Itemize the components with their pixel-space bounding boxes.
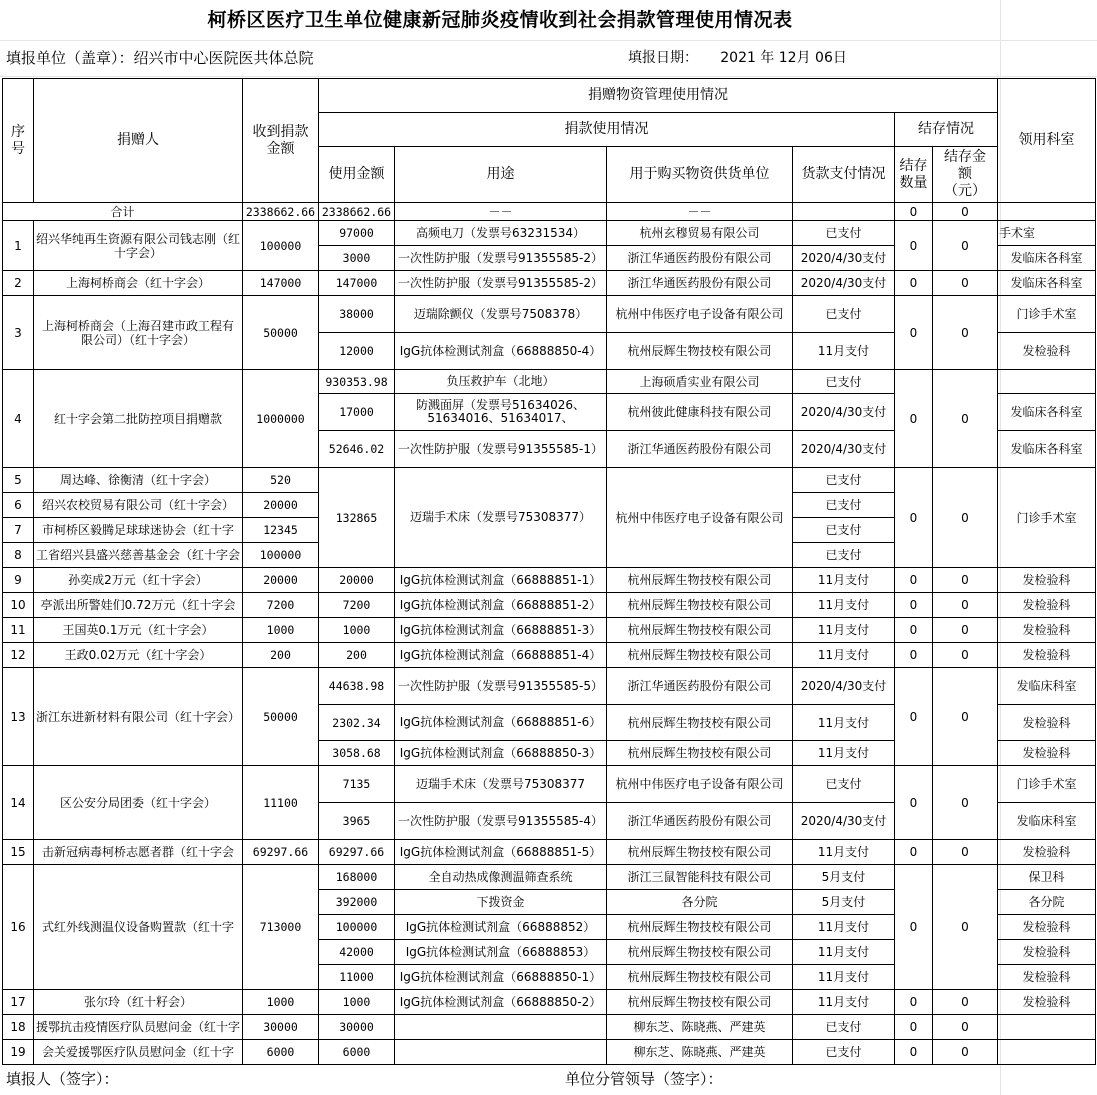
row-received: 1000000 bbox=[243, 370, 319, 468]
row-received: 520 bbox=[243, 468, 319, 493]
table-row bbox=[3, 568, 1096, 593]
row-payment: 已支付 bbox=[793, 221, 895, 246]
row-payment: 2020/4/30支付 bbox=[793, 431, 895, 468]
row-purpose: 高频电刀（发票号63231534） bbox=[395, 221, 607, 246]
row-purpose: IgG抗体检测试剂盒（66888851-3） bbox=[395, 618, 607, 643]
filler-signature: 填报人（签字）： bbox=[6, 1070, 119, 1088]
row-stock-amount: 0 bbox=[933, 370, 998, 468]
row-seq: 8 bbox=[3, 543, 34, 568]
row-payment: 已支付 bbox=[793, 1015, 895, 1040]
header-usage-group: 捐款使用情况 bbox=[319, 113, 895, 147]
row-used: 147000 bbox=[319, 271, 395, 296]
row-supplier: 杭州辰辉生物技校有限公司 bbox=[607, 840, 793, 865]
row-payment: 11月支付 bbox=[793, 568, 895, 593]
row-supplier: 杭州辰辉生物技校有限公司 bbox=[607, 965, 793, 990]
row-payment: 2020/4/30支付 bbox=[793, 668, 895, 705]
row-stock-amount: 0 bbox=[933, 221, 998, 271]
row-dept: 发检验科 bbox=[998, 643, 1096, 668]
row-supplier: 杭州辰辉生物技校有限公司 bbox=[607, 333, 793, 370]
row-supplier: 杭州辰辉生物技校有限公司 bbox=[607, 940, 793, 965]
row-stock-amount: 0 bbox=[933, 1040, 998, 1065]
total-label: 合计 bbox=[3, 203, 243, 221]
table-row bbox=[3, 1040, 1096, 1065]
row-seq: 7 bbox=[3, 518, 34, 543]
row-received: 20000 bbox=[243, 568, 319, 593]
row-supplier: 上海硕盾实业有限公司 bbox=[607, 370, 793, 394]
row-stock-amount: 0 bbox=[933, 271, 998, 296]
table-row bbox=[3, 271, 1096, 296]
row-donor: 亭派出所警娃们0.72万元（红十字会 bbox=[34, 593, 243, 618]
row-dept: 发临床各科室 bbox=[998, 246, 1096, 271]
row-payment: 11月支付 bbox=[793, 618, 895, 643]
header-stock-amount: 结存金额（元） bbox=[933, 147, 998, 203]
row-stock-qty: 0 bbox=[895, 1015, 933, 1040]
row-stock-amount: 0 bbox=[933, 668, 998, 766]
row-supplier: 浙江华通医药股份有限公司 bbox=[607, 271, 793, 296]
row-supplier: 各分院 bbox=[607, 890, 793, 915]
row-seq: 1 bbox=[3, 221, 34, 271]
row-dept: 发检验科 bbox=[998, 705, 1096, 741]
row-dept: 发检验科 bbox=[998, 568, 1096, 593]
table-row bbox=[3, 370, 1096, 394]
row-payment: 已支付 bbox=[793, 296, 895, 333]
row-used: 12000 bbox=[319, 333, 395, 370]
row-donor: 绍兴华纯再生资源有限公司钱志刚（红十字会） bbox=[34, 221, 243, 271]
row-dept bbox=[998, 1040, 1096, 1065]
row-seq: 12 bbox=[3, 643, 34, 668]
row-stock-qty: 0 bbox=[895, 766, 933, 840]
row-seq: 11 bbox=[3, 618, 34, 643]
header-stock-group: 结存情况 bbox=[895, 113, 998, 147]
row-donor: 红十字会第二批防控项目捐赠款 bbox=[34, 370, 243, 468]
row-payment: 11月支付 bbox=[793, 840, 895, 865]
table-row bbox=[3, 990, 1096, 1015]
row-stock-amount: 0 bbox=[933, 593, 998, 618]
row-payment: 11月支付 bbox=[793, 965, 895, 990]
row-supplier: 柳东芝、陈晓燕、严建英 bbox=[607, 1040, 793, 1065]
table-row bbox=[3, 221, 1096, 246]
filler-unit: 填报单位（盖章）：绍兴市中心医院医共体总院 bbox=[6, 49, 314, 67]
row-donor: 击新冠病毒柯桥志愿者群（红十字会 bbox=[34, 840, 243, 865]
row-donor: 式红外线测温仪设备购置款（红十字 bbox=[34, 865, 243, 990]
row-supplier: 杭州彼此健康科技有限公司 bbox=[607, 394, 793, 431]
row-stock-amount: 0 bbox=[933, 990, 998, 1015]
row-donor: 工省绍兴县盛兴慈善基金会（红十字会 bbox=[34, 543, 243, 568]
row-seq: 2 bbox=[3, 271, 34, 296]
row-purpose: IgG抗体检测试剂盒（66888851-6） bbox=[395, 705, 607, 741]
row-seq: 13 bbox=[3, 668, 34, 766]
row-received: 713000 bbox=[243, 865, 319, 990]
total-row bbox=[3, 203, 1096, 221]
row-purpose: IgG抗体检测试剂盒（66888851-4） bbox=[395, 643, 607, 668]
row-supplier: 杭州辰辉生物技校有限公司 bbox=[607, 568, 793, 593]
row-supplier: 杭州玄穆贸易有限公司 bbox=[607, 221, 793, 246]
row-stock-amount: 0 bbox=[933, 766, 998, 840]
row-used: 168000 bbox=[319, 865, 395, 890]
row-payment: 11月支付 bbox=[793, 643, 895, 668]
row-dept: 发临床各科室 bbox=[998, 431, 1096, 468]
row-seq: 5 bbox=[3, 468, 34, 493]
table-row bbox=[3, 643, 1096, 668]
header-donor: 捐赠人 bbox=[34, 79, 243, 203]
total-dept bbox=[998, 203, 1096, 221]
row-stock-amount: 0 bbox=[933, 1015, 998, 1040]
row-dept: 手术室 bbox=[998, 221, 1096, 246]
row-used: 2302.34 bbox=[319, 705, 395, 741]
row-used: 100000 bbox=[319, 915, 395, 940]
row-used: 1000 bbox=[319, 990, 395, 1015]
row-seq: 18 bbox=[3, 1015, 34, 1040]
row-used: 52646.02 bbox=[319, 431, 395, 468]
row-used: 44638.98 bbox=[319, 668, 395, 705]
row-used: 38000 bbox=[319, 296, 395, 333]
row-received: 200 bbox=[243, 643, 319, 668]
row-received: 50000 bbox=[243, 296, 319, 370]
row-donor: 孙奕成2万元（红十字会） bbox=[34, 568, 243, 593]
row-received: 147000 bbox=[243, 271, 319, 296]
row-seq: 4 bbox=[3, 370, 34, 468]
row-payment: 11月支付 bbox=[793, 705, 895, 741]
row-payment: 已支付 bbox=[793, 1040, 895, 1065]
row-received: 50000 bbox=[243, 668, 319, 766]
row-dept bbox=[998, 1015, 1096, 1040]
row-purpose: 一次性防护服（发票号91355585-1） bbox=[395, 431, 607, 468]
row-dept: 保卫科 bbox=[998, 865, 1096, 890]
row-purpose: 全自动热成像测温筛查系统 bbox=[395, 865, 607, 890]
row-stock-qty: 0 bbox=[895, 221, 933, 271]
row-stock-qty: 0 bbox=[895, 668, 933, 766]
table-row bbox=[3, 618, 1096, 643]
row-purpose: IgG抗体检测试剂盒（66888852） bbox=[395, 915, 607, 940]
row-purpose: IgG抗体检测试剂盒（66888851-5） bbox=[395, 840, 607, 865]
row-supplier: 杭州辰辉生物技校有限公司 bbox=[607, 643, 793, 668]
row-stock-qty: 0 bbox=[895, 296, 933, 370]
row-dept: 门诊手术室 bbox=[998, 468, 1096, 568]
row-used: 7200 bbox=[319, 593, 395, 618]
row-received: 69297.66 bbox=[243, 840, 319, 865]
total-qty: 0 bbox=[895, 203, 933, 221]
row-purpose: 一次性防护服（发票号91355585-2） bbox=[395, 246, 607, 271]
row-purpose: 迈瑞除颤仪（发票号7508378） bbox=[395, 296, 607, 333]
row-supplier: 杭州辰辉生物技校有限公司 bbox=[607, 593, 793, 618]
row-dept: 发检验科 bbox=[998, 618, 1096, 643]
row-supplier: 杭州辰辉生物技校有限公司 bbox=[607, 618, 793, 643]
row-payment: 已支付 bbox=[793, 543, 895, 568]
row-payment: 2020/4/30支付 bbox=[793, 271, 895, 296]
row-purpose bbox=[395, 1015, 607, 1040]
header-amount-used: 使用金额 bbox=[319, 147, 395, 203]
table-row bbox=[3, 668, 1096, 705]
row-stock-amount: 0 bbox=[933, 296, 998, 370]
row-purpose: IgG抗体检测试剂盒（66888850-2） bbox=[395, 990, 607, 1015]
header-seq: 序号 bbox=[3, 79, 34, 203]
table-row bbox=[3, 296, 1096, 333]
row-stock-qty: 0 bbox=[895, 618, 933, 643]
row-payment: 11月支付 bbox=[793, 915, 895, 940]
row-purpose: IgG抗体检测试剂盒（66888853） bbox=[395, 940, 607, 965]
row-donor: 绍兴农校贸易有限公司（红十字会） bbox=[34, 493, 243, 518]
row-stock-amount: 0 bbox=[933, 618, 998, 643]
row-stock-amount: 0 bbox=[933, 468, 998, 568]
row-payment: 5月支付 bbox=[793, 890, 895, 915]
row-donor: 会关爱援鄂医疗队员慰问金（红十字 bbox=[34, 1040, 243, 1065]
row-dept: 发临床各科室 bbox=[998, 271, 1096, 296]
row-received: 6000 bbox=[243, 1040, 319, 1065]
row-used: 97000 bbox=[319, 221, 395, 246]
row-dept: 发临床科室 bbox=[998, 668, 1096, 705]
row-seq: 10 bbox=[3, 593, 34, 618]
row-stock-qty: 0 bbox=[895, 643, 933, 668]
row-payment: 11月支付 bbox=[793, 940, 895, 965]
row-used: 3965 bbox=[319, 803, 395, 840]
row-stock-amount: 0 bbox=[933, 568, 998, 593]
row-donor: 市柯桥区毅腾足球球迷协会（红十字 bbox=[34, 518, 243, 543]
row-received: 11100 bbox=[243, 766, 319, 840]
donation-table bbox=[2, 78, 1096, 1065]
row-dept: 发临床各科室 bbox=[998, 394, 1096, 431]
row-seq: 3 bbox=[3, 296, 34, 370]
row-dept: 各分院 bbox=[998, 890, 1096, 915]
row-stock-amount: 0 bbox=[933, 840, 998, 865]
row-received: 100000 bbox=[243, 543, 319, 568]
row-purpose: IgG抗体检测试剂盒（66888851-2） bbox=[395, 593, 607, 618]
row-donor: 张尔玲（红十籽会） bbox=[34, 990, 243, 1015]
total-purpose: －－ bbox=[395, 203, 607, 221]
row-payment: 2020/4/30支付 bbox=[793, 803, 895, 840]
row-supplier: 浙江华通医药股份有限公司 bbox=[607, 246, 793, 271]
row-supplier: 浙江华通医药股份有限公司 bbox=[607, 431, 793, 468]
row-seq: 17 bbox=[3, 990, 34, 1015]
row-stock-qty: 0 bbox=[895, 1040, 933, 1065]
total-payment bbox=[793, 203, 895, 221]
row-donor: 浙江东进新材料有限公司（红十字会） bbox=[34, 668, 243, 766]
row-purpose bbox=[395, 1040, 607, 1065]
row-payment: 已支付 bbox=[793, 493, 895, 518]
row-payment: 11月支付 bbox=[793, 333, 895, 370]
fill-date: 填报日期： 2021 年 12月 06日 bbox=[628, 50, 847, 66]
table-row bbox=[3, 840, 1096, 865]
row-stock-amount: 0 bbox=[933, 643, 998, 668]
row-seq: 16 bbox=[3, 865, 34, 990]
row-supplier: 杭州中伟医疗电子设备有限公司 bbox=[607, 766, 793, 803]
row-seq: 14 bbox=[3, 766, 34, 840]
leader-signature: 单位分管领导（签字）： bbox=[565, 1070, 723, 1088]
total-supplier: －－ bbox=[607, 203, 793, 221]
row-purpose: 负压救护车（北地） bbox=[395, 370, 607, 394]
row-dept: 发临床科室 bbox=[998, 803, 1096, 840]
header-group: 捐赠物资管理使用情况 bbox=[319, 79, 998, 113]
sheet-gridline bbox=[0, 76, 1097, 77]
row-seq: 15 bbox=[3, 840, 34, 865]
row-purpose: IgG抗体检测试剂盒（66888850-1） bbox=[395, 965, 607, 990]
row-dept: 发检验科 bbox=[998, 333, 1096, 370]
row-used: 20000 bbox=[319, 568, 395, 593]
row-dept: 发检验科 bbox=[998, 965, 1096, 990]
header-dept: 领用科室 bbox=[998, 79, 1096, 203]
row-payment: 5月支付 bbox=[793, 865, 895, 890]
row-donor: 王国英0.1万元（红十字会） bbox=[34, 618, 243, 643]
row-purpose: 一次性防护服（发票号91355585-4） bbox=[395, 803, 607, 840]
row-used: 200 bbox=[319, 643, 395, 668]
row-stock-qty: 0 bbox=[895, 990, 933, 1015]
row-seq: 9 bbox=[3, 568, 34, 593]
sheet-gridline bbox=[0, 40, 1097, 41]
row-used: 1000 bbox=[319, 618, 395, 643]
header-supplier: 用于购买物资供货单位 bbox=[607, 147, 793, 203]
row-used: 17000 bbox=[319, 394, 395, 431]
row-purpose: IgG抗体检测试剂盒（66888850-4） bbox=[395, 333, 607, 370]
row-used: 3000 bbox=[319, 246, 395, 271]
row-supplier: 杭州辰辉生物技校有限公司 bbox=[607, 915, 793, 940]
row-dept bbox=[998, 370, 1096, 394]
row-supplier: 杭州中伟医疗电子设备有限公司 bbox=[607, 296, 793, 333]
row-purpose: 迈瑞手术床（发票号75308377 bbox=[395, 766, 607, 803]
row-donor: 区公安分局团委（红十字会） bbox=[34, 766, 243, 840]
row-purpose: IgG抗体检测试剂盒（66888851-1） bbox=[395, 568, 607, 593]
row-received: 1000 bbox=[243, 990, 319, 1015]
row-supplier: 杭州辰辉生物技校有限公司 bbox=[607, 990, 793, 1015]
row-dept: 发检验科 bbox=[998, 593, 1096, 618]
row-donor: 上海柯桥商会（上海召建市政工程有限公司）（红十字会） bbox=[34, 296, 243, 370]
row-supplier: 浙江华通医药股份有限公司 bbox=[607, 803, 793, 840]
row-used: 3058.68 bbox=[319, 741, 395, 766]
row-used: 11000 bbox=[319, 965, 395, 990]
total-amount: 0 bbox=[933, 203, 998, 221]
header-purpose: 用途 bbox=[395, 147, 607, 203]
header-payment: 货款支付情况 bbox=[793, 147, 895, 203]
table-row bbox=[3, 766, 1096, 803]
row-donor: 周达峰、徐衡清（红十字会） bbox=[34, 468, 243, 493]
row-seq: 6 bbox=[3, 493, 34, 518]
row-purpose: 一次性防护服（发票号91355585-5） bbox=[395, 668, 607, 705]
row-donor: 援鄂抗击疫情医疗队员慰问金（红十字 bbox=[34, 1015, 243, 1040]
row-supplier: 浙江华通医药股份有限公司 bbox=[607, 668, 793, 705]
row-donor: 上海柯桥商会（红十字会） bbox=[34, 271, 243, 296]
row-purpose: 一次性防护服（发票号91355585-2） bbox=[395, 271, 607, 296]
row-dept: 门诊手术室 bbox=[998, 296, 1096, 333]
row-payment: 已支付 bbox=[793, 766, 895, 803]
row-used: 132865 bbox=[319, 468, 395, 568]
table-row bbox=[3, 593, 1096, 618]
row-dept: 发检验科 bbox=[998, 915, 1096, 940]
table-row bbox=[3, 468, 1096, 493]
row-stock-amount: 0 bbox=[933, 865, 998, 990]
row-dept: 发检验科 bbox=[998, 840, 1096, 865]
row-dept: 发检验科 bbox=[998, 990, 1096, 1015]
row-used: 30000 bbox=[319, 1015, 395, 1040]
row-used: 7135 bbox=[319, 766, 395, 803]
header-received: 收到捐款金额 bbox=[243, 79, 319, 203]
row-supplier: 杭州辰辉生物技校有限公司 bbox=[607, 705, 793, 741]
table-row bbox=[3, 1015, 1096, 1040]
header-stock-qty: 结存数量 bbox=[895, 147, 933, 203]
row-payment: 已支付 bbox=[793, 370, 895, 394]
row-payment: 2020/4/30支付 bbox=[793, 246, 895, 271]
table-row bbox=[3, 865, 1096, 890]
row-received: 20000 bbox=[243, 493, 319, 518]
row-payment: 已支付 bbox=[793, 468, 895, 493]
row-purpose: 下拨资金 bbox=[395, 890, 607, 915]
row-seq: 19 bbox=[3, 1040, 34, 1065]
total-used: 2338662.66 bbox=[319, 203, 395, 221]
row-received: 1000 bbox=[243, 618, 319, 643]
row-purpose: 防溅面屏（发票号51634026、51634016、51634017、 bbox=[395, 394, 607, 431]
total-received: 2338662.66 bbox=[243, 203, 319, 221]
row-used: 42000 bbox=[319, 940, 395, 965]
row-received: 7200 bbox=[243, 593, 319, 618]
row-dept: 发检验科 bbox=[998, 741, 1096, 766]
row-supplier: 柳东芝、陈晓燕、严建英 bbox=[607, 1015, 793, 1040]
row-donor: 王政0.02万元（红十字会） bbox=[34, 643, 243, 668]
row-supplier: 浙江三鼠智能科技有限公司 bbox=[607, 865, 793, 890]
row-used: 392000 bbox=[319, 890, 395, 915]
row-supplier: 杭州中伟医疗电子设备有限公司 bbox=[607, 468, 793, 568]
row-payment: 已支付 bbox=[793, 518, 895, 543]
row-used: 6000 bbox=[319, 1040, 395, 1065]
row-stock-qty: 0 bbox=[895, 370, 933, 468]
row-dept: 发检验科 bbox=[998, 940, 1096, 965]
row-stock-qty: 0 bbox=[895, 271, 933, 296]
row-supplier: 杭州辰辉生物技校有限公司 bbox=[607, 741, 793, 766]
row-payment: 11月支付 bbox=[793, 741, 895, 766]
row-stock-qty: 0 bbox=[895, 840, 933, 865]
row-dept: 门诊手术室 bbox=[998, 766, 1096, 803]
row-purpose: 迈瑞手术床（发票号75308377） bbox=[395, 468, 607, 568]
row-stock-qty: 0 bbox=[895, 865, 933, 990]
row-used: 930353.98 bbox=[319, 370, 395, 394]
row-stock-qty: 0 bbox=[895, 593, 933, 618]
page-title: 柯桥区医疗卫生单位健康新冠肺炎疫情收到社会捐款管理使用情况表 bbox=[207, 9, 793, 31]
row-received: 30000 bbox=[243, 1015, 319, 1040]
row-stock-qty: 0 bbox=[895, 468, 933, 568]
row-payment: 2020/4/30支付 bbox=[793, 394, 895, 431]
row-received: 12345 bbox=[243, 518, 319, 543]
row-purpose: IgG抗体检测试剂盒（66888850-3） bbox=[395, 741, 607, 766]
row-payment: 11月支付 bbox=[793, 593, 895, 618]
row-used: 69297.66 bbox=[319, 840, 395, 865]
row-received: 100000 bbox=[243, 221, 319, 271]
row-stock-qty: 0 bbox=[895, 568, 933, 593]
row-payment: 11月支付 bbox=[793, 990, 895, 1015]
